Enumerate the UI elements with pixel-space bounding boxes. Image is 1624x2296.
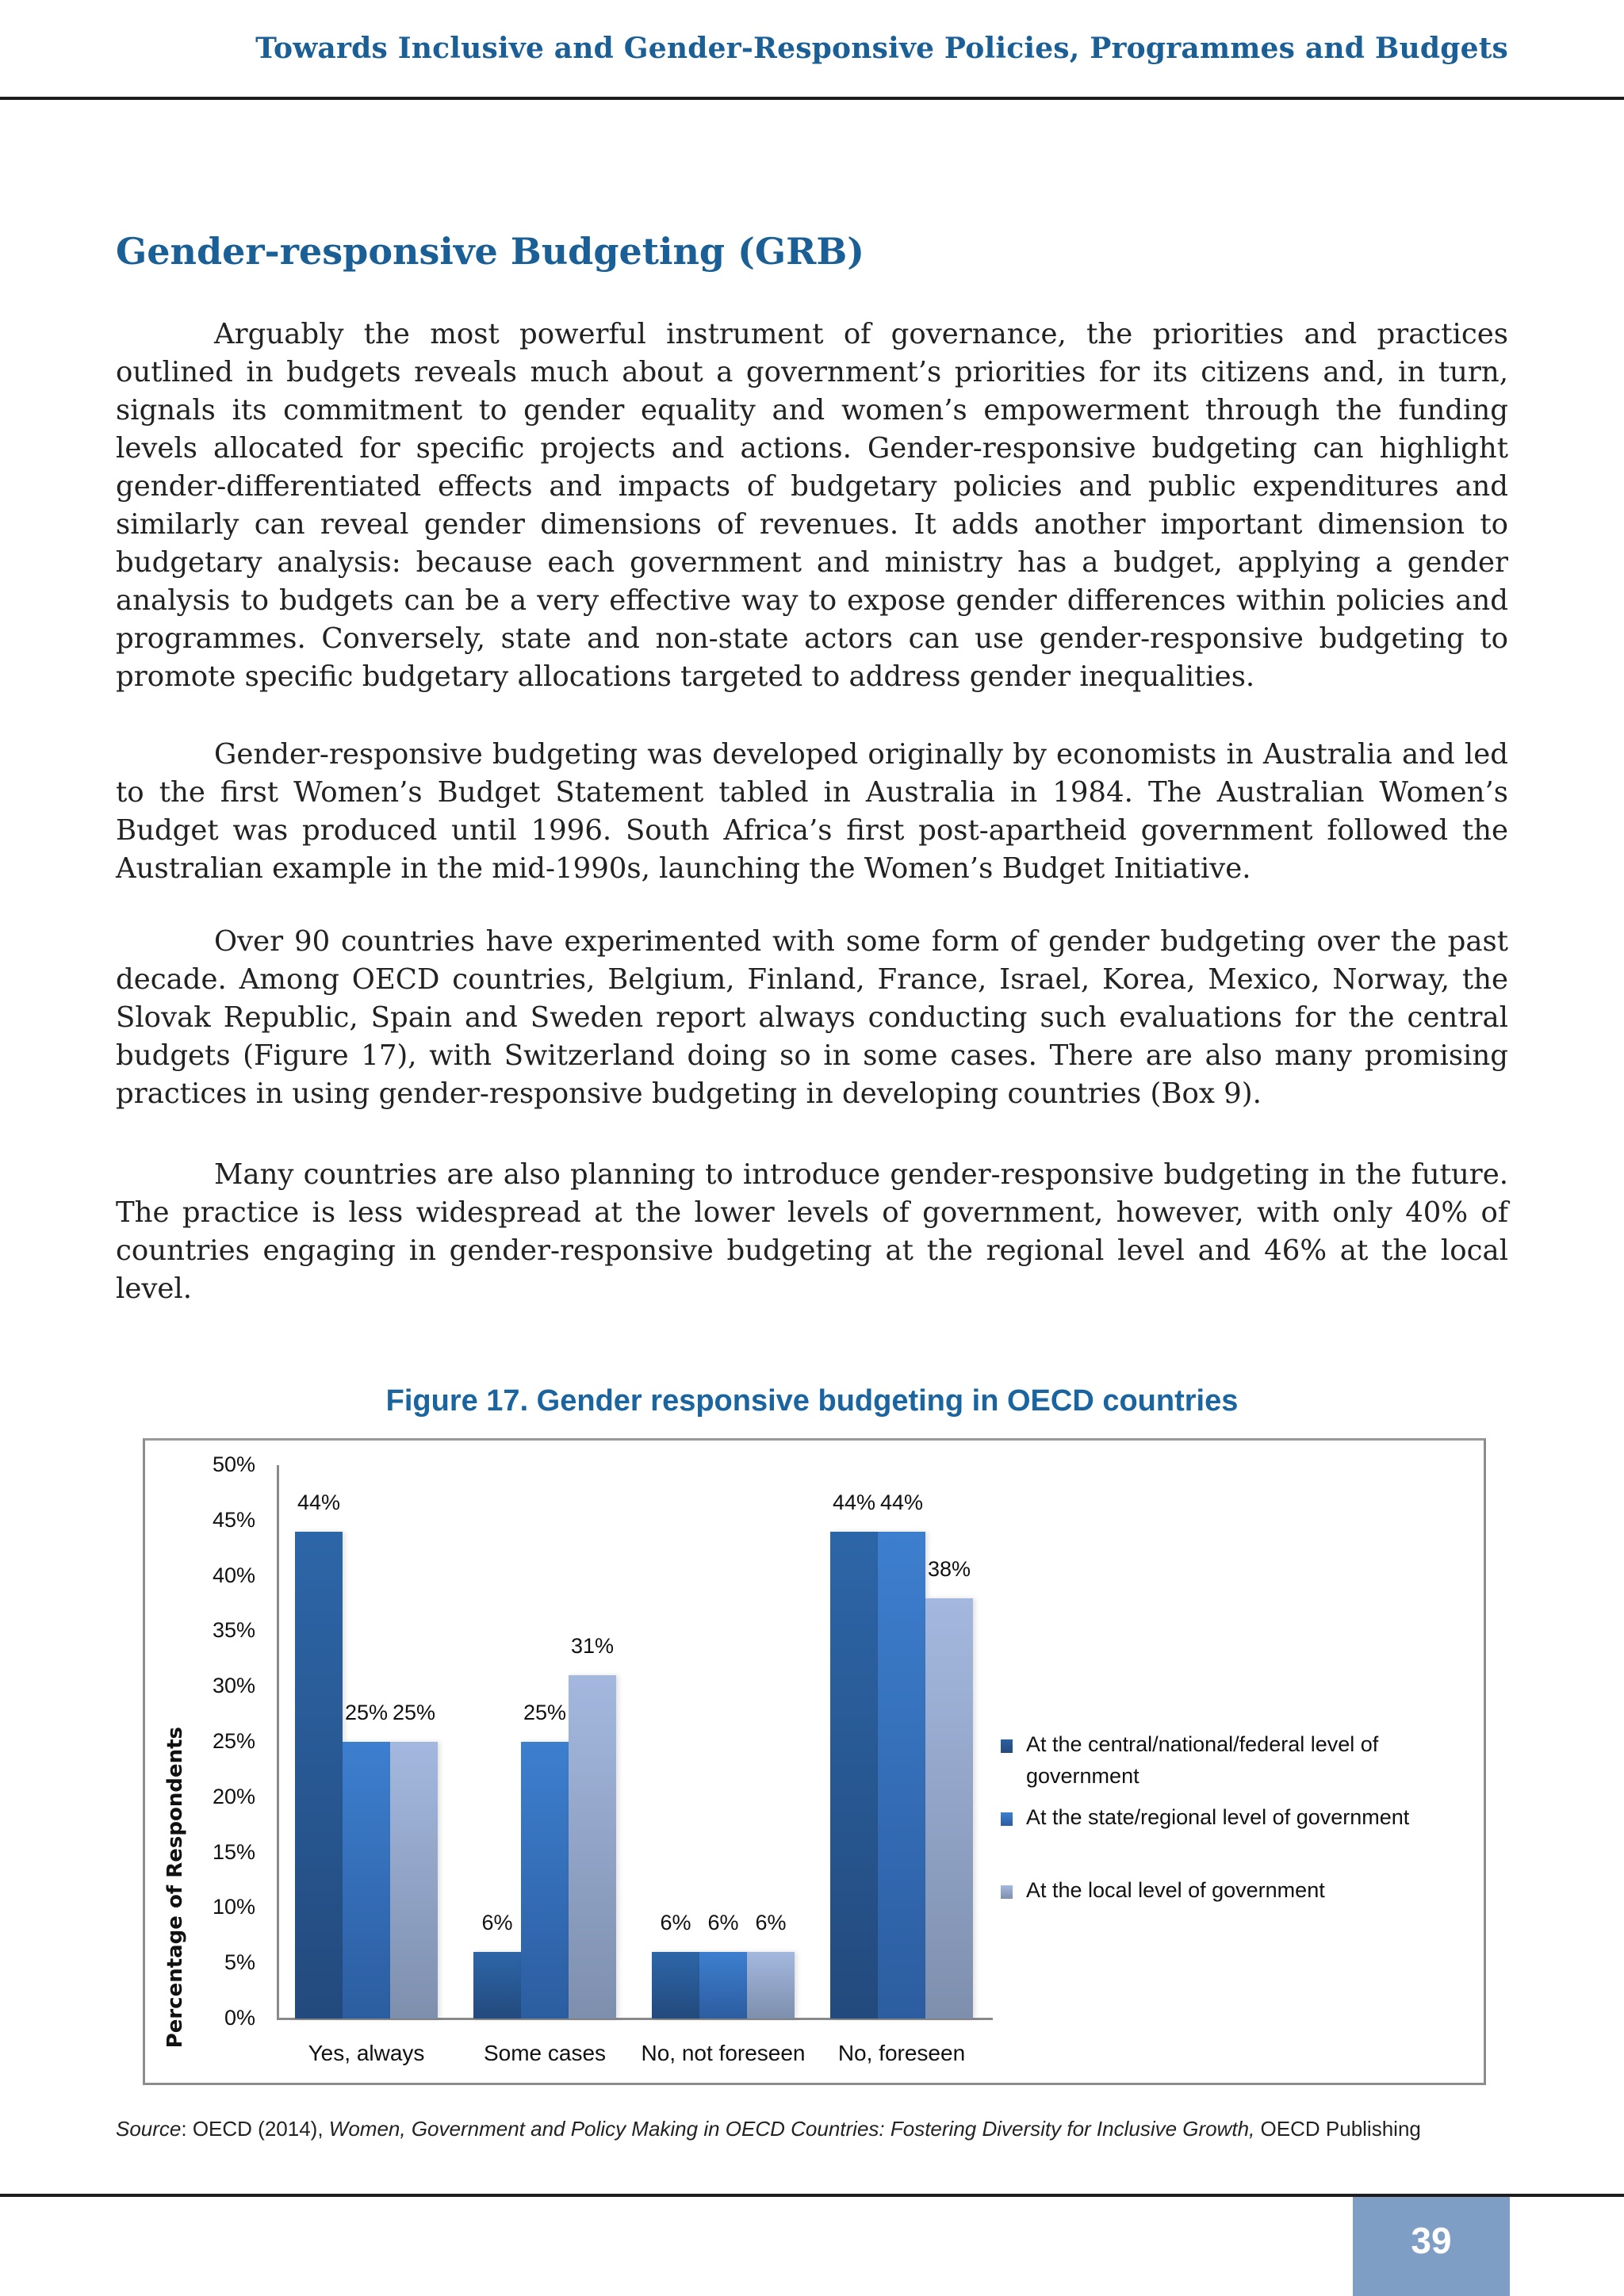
y-tick-label: 10% [212,1895,255,1919]
y-tick-label: 5% [224,1950,255,1975]
page-number: 39 [1353,2197,1510,2296]
y-tick-label: 40% [212,1563,255,1587]
data-label: 6% [707,1911,739,1935]
figure-source [116,2117,1421,2141]
legend-label: At the central/national/federal level of government [1026,1732,1379,1788]
paragraph-1: Arguably the most powerful instrument of governance, the priorities and practices outlined in budgets reveals much about a government’s priorities for its citizens and, in turn, signals its commitment to gender equality and women’s empowerment through the funding levels allocated for specific projects and actions. Gender-responsive budgeting can highlight gender-differentiated effects and impacts of budgetary policies and public expenditures and similarly can reveal gender dimensions of revenues. It adds another important dimension to budgetary analysis: because each government and ministry has a budget, applying a gender analysis to budgets can be a very effective way to expose gender differences within policies and programmes. Conversely, state and non-state actors can use gender-responsive budgeting to promote specific budgetary allocations targeted to address gender inequalities. [116,318,1508,693]
data-label: 6% [755,1911,787,1935]
data-label: 25% [523,1701,567,1724]
legend-item [1001,1801,1461,1833]
data-label: 6% [481,1911,513,1935]
paragraph-3: Over 90 countries have experimented with some form of gender budgeting over the past decade. Among OECD countries, Belgium, Finland, France, Israel, Korea, Mexico, Norway, the Slovak Republic, Spain and Sweden report always conducting such evaluations for the central budgets (Figure 17), with Switzerland doing so in some cases. There are also many promising practices in using gender-responsive budgeting in developing countries (Box 9). [116,925,1508,1110]
legend-swatch-icon [1001,1812,1013,1826]
data-label: 38% [927,1556,971,1581]
y-tick-label: 45% [212,1507,255,1532]
data-label: 6% [660,1911,691,1935]
data-label: 25% [344,1701,389,1724]
data-label: 31% [570,1634,615,1659]
legend-swatch-icon [1001,1885,1013,1899]
running-header: Towards Inclusive and Gender-Responsive Policies, Programmes and Budgets [255,32,1508,65]
legend-label: At the local level of government [1026,1878,1325,1902]
y-tick-label: 0% [224,2006,255,2030]
x-category-label: No, not foreseen [641,2041,806,2065]
y-tick-label: 20% [212,1784,255,1808]
y-tick-label: 50% [212,1452,255,1476]
paragraph-2: Gender-responsive budgeting was developed originally by economists in Australia and led to the first Women’s Budget Statement tabled in Australia in 1984. The Australian Women’s Budget was produced until 1996. South Africa’s first post-apartheid government followed the Australian example in the mid-1990s, launching the Women’s Budget Initiative. [116,738,1508,885]
data-label: 44% [297,1490,341,1514]
x-category-label: No, foreseen [837,2041,966,2065]
legend-item [1001,1728,1461,1792]
legend-item [1001,1874,1461,1906]
section-title: Gender-responsive Budgeting (GRB) [116,230,865,273]
y-tick-label: 15% [212,1839,255,1864]
paragraph-4: Many countries are also planning to introduce gender-responsive budgeting in the future. The practice is less widespread at the lower levels of government, however, with only 40% of countries engaging in gender-responsive budgeting at the regional level and 46% at the local level. [116,1158,1508,1305]
source-publisher: OECD Publishing [1254,2117,1421,2141]
data-label: 44% [879,1490,924,1514]
source-label: Source [116,2117,182,2141]
source-citation: : OECD (2014), [181,2117,329,2141]
header-rule [0,97,1624,100]
legend-swatch-icon [1001,1739,1013,1753]
x-category-label: Yes, always [308,2041,425,2065]
y-tick-label: 25% [212,1729,255,1753]
source-title: Women, Government and Policy Making in OECD Countries: Fostering Diversity for Inclusive Growth, [328,2117,1255,2141]
y-tick-label: 35% [212,1618,255,1643]
y-axis-title: Percentage of Respondents [163,1727,187,2049]
chart-legend [1001,1728,1461,1906]
data-label: 44% [832,1490,876,1514]
data-label: 25% [392,1701,436,1724]
legend-label: At the state/regional level of government [1026,1805,1410,1829]
y-tick-label: 30% [212,1674,255,1698]
x-category-label: Some cases [483,2041,607,2065]
figure-title: Figure 17. Gender responsive budgeting in OECD countries [385,1384,1239,1418]
